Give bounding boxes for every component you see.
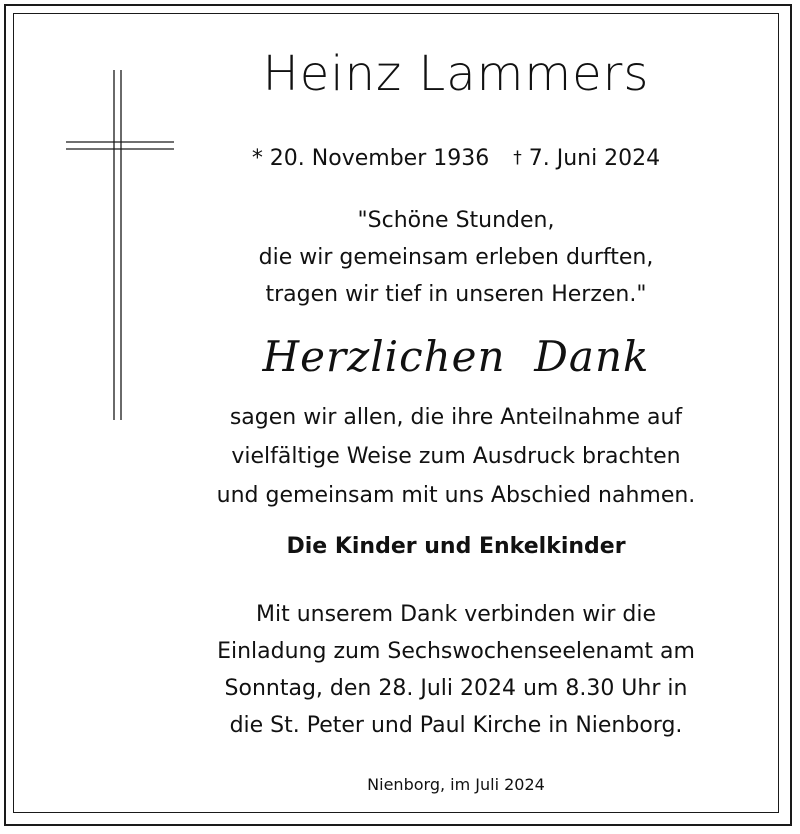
invite-line: die St. Peter und Paul Kirche in Nienborg.	[229, 713, 683, 738]
place-and-date: Nienborg, im Juli 2024	[367, 775, 545, 794]
thanks-line: sagen wir allen, die ihre Anteilnahme auf	[229, 405, 683, 430]
deceased-name: Heinz Lammers	[262, 46, 650, 102]
thanks-heading: Herzlichen Dank	[262, 332, 650, 381]
invite-line: Mit unserem Dank verbinden wir die	[255, 602, 657, 627]
birth-date: * 20. November 1936	[251, 146, 490, 171]
quote-line: "Schöne Stunden,	[357, 208, 555, 233]
death-date: 7. Juni 2024	[528, 146, 661, 171]
thanks-line: und gemeinsam mit uns Abschied nahmen.	[216, 483, 696, 508]
quote-line: die wir gemeinsam erleben durften,	[258, 245, 654, 270]
cross-icon	[66, 70, 174, 420]
mass-invitation	[190, 596, 722, 744]
invite-line: Sonntag, den 28. Juli 2024 um 8.30 Uhr in	[224, 676, 688, 701]
death-symbol: †	[513, 148, 522, 168]
thanks-text	[190, 398, 722, 515]
family-signature: Die Kinder und Enkelkinder	[286, 534, 626, 559]
thanks-line: vielfältige Weise zum Ausdruck brachten	[231, 444, 681, 469]
quote-line: tragen wir tief in unseren Herzen."	[265, 282, 647, 307]
invite-line: Einladung zum Sechswochenseelenamt am	[217, 639, 695, 664]
life-dates	[190, 146, 722, 171]
memorial-quote	[190, 202, 722, 313]
